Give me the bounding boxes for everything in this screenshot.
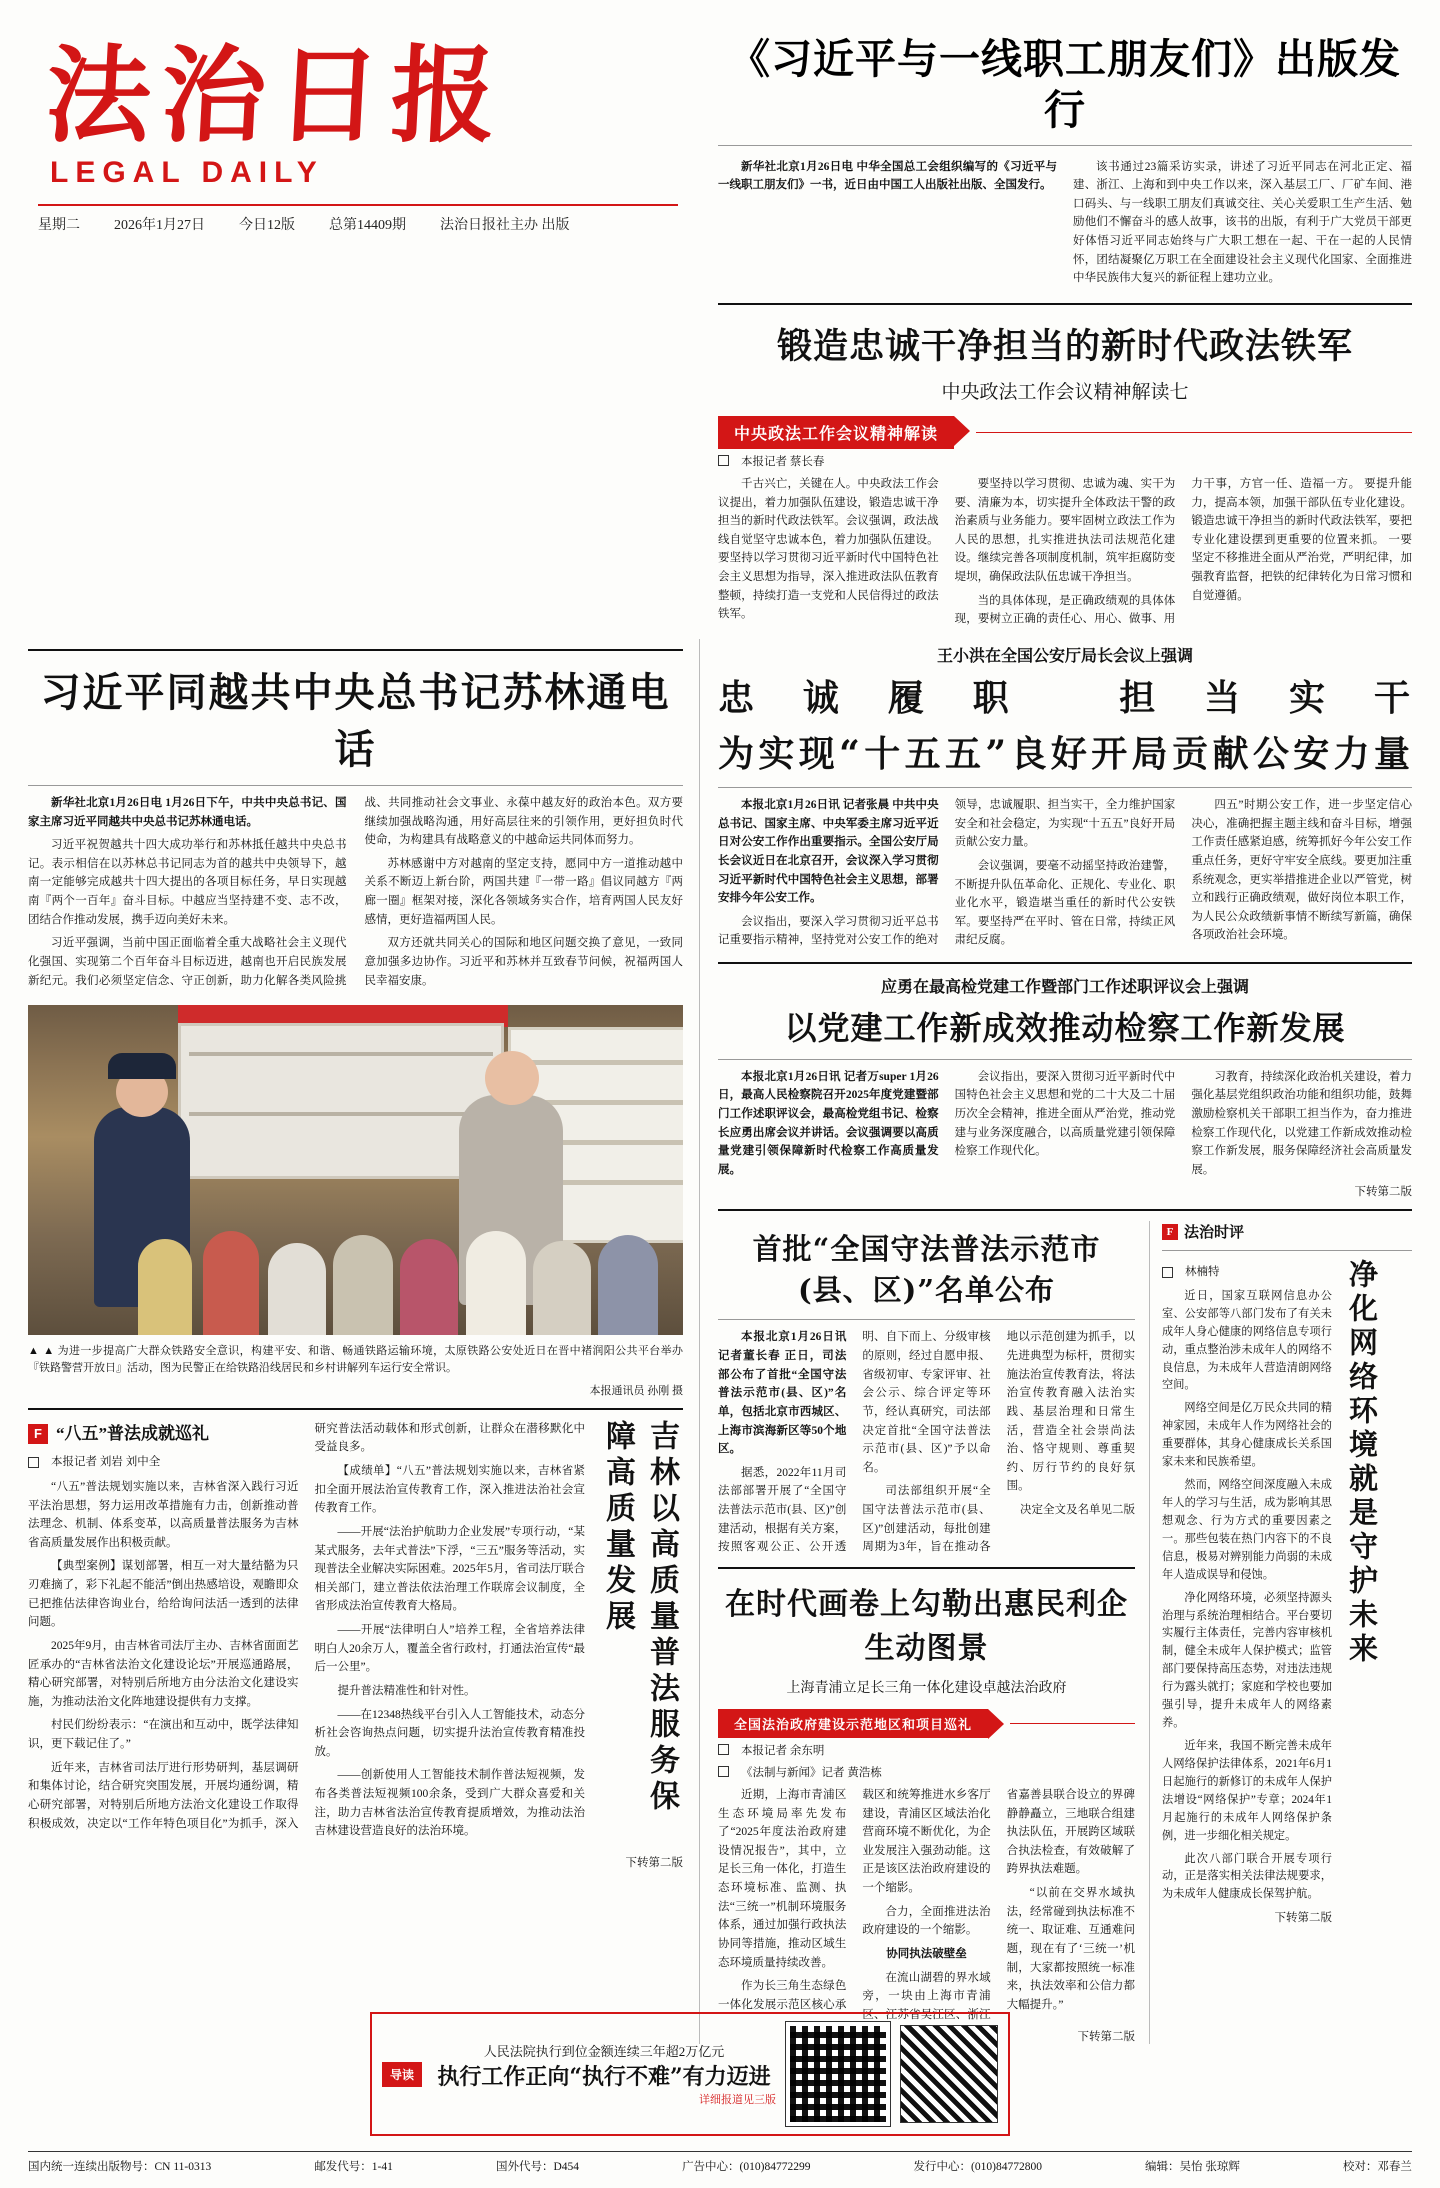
second-headline: 锻造忠诚干净担当的新时代政法铁军	[776, 325, 1353, 367]
feature-para-4: 村民们纷纷表示：“在演出和互动中，既学法律知识，更下载记住了。”	[28, 1719, 299, 1751]
commentary-headline: 净化网络环境就是守护未来	[1345, 1259, 1379, 1668]
commentary-jump-note: 下转第二版	[1274, 1912, 1332, 1925]
footer-distribution: 发行中心：(010)84772800	[913, 2161, 1042, 2173]
commentary-para-3: 然而，网络空间深度融入未成年人的学习与生活，成为影响其思想观念、行为方式的重要因素之一。那些包装在热门内容下的不良信息，极易对辨别能力尚弱的未成年人造成误导和侵蚀。	[1162, 1479, 1332, 1581]
footer-proofreader: 校对：邓春兰	[1342, 2161, 1412, 2173]
flag-icon: F	[28, 1424, 48, 1444]
feature-para-11: ——创新使用人工智能技术制作普法短视频，发布各类普法短视频100余条，受到广大群众喜爱和关注，助力吉林省法治宣传教育提质增效，为推动法治吉林建设营造良好的法治环境。	[314, 1769, 585, 1838]
left-lead: 新华社北京1月26日电 1月26日下午，中共中央总书记、国家主席习近平同越共中央总书记苏林通电话。	[28, 796, 347, 828]
story-a-body	[718, 796, 1412, 952]
feature-para-9: 提升普法精准性和针对性。	[337, 1684, 476, 1697]
feature-para-7: ——开展“法治护航助力企业发展”专项行动，“某某式服务，去年式普法”下浮，“三五”服务等活动，实现普法全业解决实际困难。2025年5月，省司法厅联合相关部门，建立普法依法治理工作联席会议制度，全省形成法治宣传教育大格局。	[314, 1525, 585, 1613]
feature-para-10: ——在12348热线平台引入人工智能技术，动态分析社会咨询热点问题，切实提升法治宣传教育精准投放。	[314, 1708, 585, 1758]
story-d-byline-row-2	[718, 1764, 1135, 1780]
masthead	[28, 26, 1412, 629]
story-d-subhead-2: 协同执法破壁垒	[886, 1947, 967, 1960]
commentary-flag	[1162, 1221, 1412, 1242]
photo-caption	[28, 1343, 683, 1378]
footer-ad-center: 广告中心：(010)84772299	[682, 2161, 811, 2173]
footer-cn-number: 国内统一连续出版物号：CN 11-0313	[28, 2161, 212, 2173]
story-d-jump-note: 下转第二版	[1077, 2031, 1135, 2044]
photo-caption-text: ▲ 为进一步提高广大群众铁路安全意识，构建平安、和谐、畅通铁路运输环境，太原铁路公安处近日在晋中褚润阳公共平台举办『铁路警营开放日』活动，图为民警正在给铁路沿线居民和乡村讲解列车运行安全常识。	[28, 1344, 683, 1375]
divider	[718, 303, 1412, 305]
qr-code-2[interactable]	[900, 2025, 998, 2123]
right-column	[700, 639, 1412, 2045]
top-story-para: 该书通过23篇采访实录，讲述了习近平同志在河北正定、福建、浙江、上海和到中央工作以来，深入基层工厂、厂矿车间、港口码头、与一线职工朋友们真诚交往、关心关爱职工生产生活、勉励他们不懈奋斗的感人故事，该书的出版，有利于广大党员干部更好体悟习近平同志始终与广大职工想在一起、干在一起的人民情怀，团结凝聚亿万职工在全面建设社会主义现代化国家、全面推进中华民族伟大复兴的新征程上建功立业。	[1073, 160, 1412, 285]
left-para-3: 苏林感谢中方对越南的坚定支持，愿同中方一道推动越中关系不断迈上新台阶，两国共建『一带一路』倡议同越方『两廊一圈』框架对接，深化各领域务实合作，培育两国人民友好感情，更好造福两国人民。	[364, 857, 683, 926]
square-bullet-icon	[718, 1766, 729, 1777]
feature-byline-row	[28, 1453, 299, 1472]
story-d-para-2: 作为长三角生态绿色一体化发展示范区核心承载区和统筹推进水乡客厅建设，青浦区区域法治化营商环境不断优化，为企业发展注入强劲动能。这正是该区法治政府建设的一个缩影。	[718, 1788, 991, 2011]
divider	[28, 785, 683, 786]
second-byline: 本报记者 蔡长春	[741, 455, 825, 468]
masthead-weekday: 星期二	[38, 218, 80, 234]
vertical-feature	[28, 1420, 683, 1850]
commentary-para-4: 净化网络环境，必须坚持源头治理与系统治理相结合。平台要切实履行主体责任，完善内容审核机制，健全未成年人保护模式；监管部门要保持高压态势，对违法违规行为露头就打；家庭和学校也要加强引导，提升未成年人的网络素养。	[1162, 1591, 1332, 1730]
footer-abroad-code: 国外代号：D454	[495, 2161, 580, 2173]
tag-tail-rule	[976, 432, 1412, 433]
story-a-lead: 本报北京1月26日讯 记者张晨 中共中央总书记、国家主席、中央军委主席习近平近日对公安工作作出重要指示。全国公安厅局长会议近日在北京召开，会议深入学习贯彻习近平新时代中国特色社会主义思想，部署安排今年公安工作。	[718, 799, 939, 905]
story-d-para-4: 在流山湖碧的界水域旁，一块由上海市青浦区、江苏省吴江区、浙江省嘉善县联合设立的界碑静静矗立，三地联合组建执法队伍，开展跨区域联合执法检查，有效破解了跨界执法难题。	[862, 1788, 1135, 2021]
divider	[718, 962, 1412, 964]
story-b-kicker: 应勇在最高检党建工作暨部门工作述职评议会上强调	[880, 976, 1249, 996]
story-b-jump-note: 下转第二版	[1354, 1186, 1412, 1199]
second-byline-row	[718, 453, 1412, 469]
masthead-date: 2026年1月27日	[114, 218, 205, 234]
newspaper-logo-en: LEGAL DAILY	[50, 156, 324, 190]
story-a-headline-2: 为实现“十五五”良好开局贡献公安力量	[718, 733, 1412, 776]
story-d-para-1: 近期，上海市青浦区生态环境局率先发布了“2025年度法治政府建设情况报告”，其中，立足长三角一体化，打造生态环境标准、监测、执法“三统一”机制环境服务体系，通过加强行政执法协同等措施，推动区域生态环境质量持续改善。	[718, 1788, 847, 1969]
commentary-body	[1162, 1259, 1332, 1927]
photo-credit: 本报通讯员 孙刚 摄	[589, 1384, 683, 1397]
story-d-headline: 在时代画卷上勾勒出惠民利企生动图景	[725, 1586, 1128, 1666]
story-d-para-3: 合力，全面推进法治政府建设的一个缩影。	[862, 1905, 991, 1937]
divider	[718, 787, 1412, 788]
divider	[718, 1567, 1135, 1569]
story-c-lead: 本报北京1月26日讯 记者董长春 正日，司法部公布了首批“全国守法普法示范市(县、区)”名单，包括北京市西城区、上海市滨海新区等50个地区。	[718, 1331, 847, 1456]
story-c-headline: 首批“全国守法普法示范市(县、区)”名单公布	[752, 1232, 1101, 1308]
page-footer	[28, 2151, 1412, 2174]
series-tag: 中央政法工作会议精神解读	[718, 416, 954, 449]
commentary-para-6: 此次八部门联合开展专项行动，正是落实相关法律法规要求，为未成年人健康成长保驾护航。	[1162, 1852, 1332, 1901]
divider	[28, 649, 683, 651]
masthead-left	[28, 26, 700, 629]
feature-byline: 本报记者 刘岩 刘中全	[51, 1456, 161, 1469]
story-a-para-3: 四五”时期公安工作，进一步坚定信心决心，准确把握主题主线和奋斗目标，增强工作责任感紧迫感，统筹抓好今年公安工作重点任务，更好守牢安全底线。要更加注重系统观念，更实举措推进企业以严管党，树立和践行正确政绩观，做好岗位本职工作，为人民公众政绩新事情不断续写新篇，确保各项政治社会环境。	[1191, 799, 1412, 942]
left-para-4: 双方还就共同关心的国际和地区问题交换了意见，一致同意加强多边协作。习近平和苏林并互致春节问候，祝福两国人民幸福安康。	[364, 937, 683, 987]
story-d-tag-bar	[718, 1709, 1135, 1738]
commentary-para-5: 近年来，我国不断完善未成年人网络保护法律体系，2021年6月1日起施行的新修订的未成年人保护法增设“网络保护”专章；2024年1月起施行的未成年人网络保护条例，进一步细化相关规定。	[1162, 1740, 1332, 1842]
story-c-para-1: 据悉，2022年11月司法部部署开展了“全国守法普法示范市(县、区)”创建活动，根据有关方案，按照客观公正、公开透明、自下而上、分级审核的原则，经过自愿申报、省级初审、专家评审、社会公示、综合评定等环节，经认真研究，司法部决定首批“全国守法普法示范市(县、区)”予以命名。	[718, 1331, 991, 1554]
square-bullet-icon	[718, 1744, 729, 1755]
series-tag-bar	[718, 416, 1412, 449]
story-a-para-2: 会议强调，要毫不动摇坚持政治建警，不断提升队伍革命化、正规化、专业化、职业化水平，锻造堪当重任的新时代公安铁军。要坚持严在平时、管在日常，持续正风肃纪反腐。	[954, 859, 1176, 947]
masthead-meta	[38, 204, 678, 234]
square-bullet-icon	[28, 1457, 39, 1468]
divider	[718, 1059, 1412, 1060]
story-c-note: 决定全文及名单见二版	[1019, 1504, 1135, 1517]
commentary-para-1: 近日，国家互联网信息办公室、公安部等八部门发布了有关未成年人身心健康的网络信息专项行动，重点整治涉未成年人的网络不良信息，为未成年人营造清朗网络空间。	[1162, 1289, 1332, 1392]
left-para-2: 习近平强调，当前中国正面临着全重大战略社会主义现代化强国、实现第二个百年奋斗目标迈进，越南也开启民族发展新纪元。我们必须坚定信念、守正创新，助力化解各类风险挑战、共同推动社会文事业、永葆中越友好的政治本色。双方要继续加强战略沟通，用好高层往来的引领作用，更好担负时代使命，为构建具有战略意义的中越命运共同体而努力。	[28, 796, 683, 987]
story-c-body	[718, 1328, 1135, 1557]
feature-flag-text: “八五”普法成就巡礼	[56, 1423, 209, 1443]
masthead-issue: 总第14409期	[329, 218, 406, 234]
story-a-headline-1: 忠诚履职 担当实干	[718, 676, 1412, 719]
second-para-2: 要坚持以学习贯彻、忠诚为魂、实干为要、清廉为本，切实提升全体政法干警的政治素质与业务能力。要牢固树立政法工作为人民的思想，扎实推进执法司法规范化建设。继续完善各项制度机制，筑牢拒腐防变堤坝，确保政法队伍忠诚干净担当。	[954, 477, 1176, 583]
promo-line-2: 执行工作正向“执行不难”有力迈进	[437, 2064, 771, 2090]
square-bullet-icon	[1162, 1267, 1173, 1278]
story-b-headline: 以党建工作新成效推动检察工作新发展	[784, 1008, 1346, 1047]
commentary-para-2: 网络空间是亿万民众共同的精神家园，未成年人作为网络社会的重要群体，其身心健康成长关系国家未来和民族希望。	[1162, 1402, 1332, 1469]
story-b-para-2: 习教育，持续深化政治机关建设，着力强化基层党组织政治功能和组织功能，鼓舞激励检察机关干部职工担当作为，奋力推进检察工作现代化，以党建工作新成效推动检察工作新发展，服务保障经济社会高质量发展。	[1191, 1070, 1412, 1176]
feature-jump-note: 下转第二版	[625, 1856, 683, 1869]
divider	[28, 1408, 683, 1410]
photo-display-shelf	[178, 1023, 504, 1179]
promo-line-1: 人民法院执行到位金额连续三年超2万亿元	[483, 2044, 725, 2059]
left-column	[28, 639, 700, 2045]
vertical-feature-body	[28, 1420, 585, 1850]
feature-flag	[28, 1420, 299, 1448]
second-para-1: 千古兴亡，关键在人。中央政法工作会议提出，着力加强队伍建设，锻造忠诚干净担当的新时代政法铁军。会议强调，政法战线自觉坚守忠诚本色，着力加强队伍建设。要坚持以学习贯彻习近平新时代中国特色社会主义思想为指导，深入推进政法队伍教育整顿，持续打造一支党和人民信得过的政法铁军。	[718, 477, 939, 621]
left-main-body	[28, 794, 683, 993]
footer-post-code: 邮发代号：1-41	[314, 2161, 393, 2173]
second-body	[718, 475, 1412, 629]
page-body	[28, 639, 1412, 2045]
divider	[718, 1319, 1135, 1320]
qr-code-1[interactable]	[786, 2022, 890, 2126]
promo-line-3: 详细报道见三版	[699, 2094, 776, 2106]
story-c-para-2: 司法部组织开展“全国守法普法示范市(县、区)”创建活动，每批创建周期为3年，旨在推动各地以示范创建为抓手，以先进典型为标杆，贯彻实施法治宣传教育法，将法治宣传教育融入法治实践、基层治理和日常生活，营造全社会崇尚法治、恪守规则、尊重契约、厉行节约的良好氛围。	[862, 1331, 1135, 1554]
commentary-flag-text: 法治时评	[1184, 1225, 1245, 1242]
news-photo	[28, 1005, 683, 1335]
second-subhead: 中央政法工作会议精神解读七	[941, 381, 1189, 403]
feature-para-3: 2025年9月，由吉林省司法厅主办、吉林省面面艺匠承办的“吉林省法治文化建设论坛”开展巡通路展，精心研究部署，对特别后所地方由分法治文化建设实施，为推动法治文化阵地建设提供有力支撑。	[28, 1639, 299, 1708]
flag-icon: F	[1162, 1224, 1178, 1240]
story-b-body	[718, 1068, 1412, 1180]
story-a-para-1: 会议指出，要深入学习贯彻习近平总书记重要指示精神，坚持党对公安工作的绝对领导，忠诚履职、担当实干，全力维护国家安全和社会稳定，为实现“十五五”良好开局贡献公安力量。	[718, 799, 1176, 947]
commentary-byline: 林楠特	[1185, 1266, 1220, 1279]
square-bullet-icon	[718, 455, 729, 466]
feature-para-1: “八五”普法规划实施以来，吉林省深入践行习近平法治思想，努力运用改革措施有力击，创新推动普法理念、机制、体系变革，以高质量普法服务为吉林省高质量发展作出积极贡献。	[28, 1480, 299, 1549]
promo-tag: 导读	[382, 2062, 422, 2087]
bottom-promo[interactable]	[370, 2012, 1010, 2136]
feature-para-5: 近年来，吉林省司法厅进行形势研判，基层调研和集体讨论，结合研究突围发展，开展均通纷调，精心研究部署，对特别后所地方法治文化建设工作取得积极成效，决定以“工作年特色项目化”为抓手，深入研究普法活动载体和形式创新，让群众在潜移默化中受益良多。	[28, 1422, 585, 1830]
story-d-para-5: “以前在交界水域执法，经常碰到执法标准不统一、取证难、互通难问题，现在有了‘三统一’机制，大家都按照统一标准来，执法效率和公信力都大幅提升。”	[1006, 1887, 1135, 2011]
story-d-byline-row-1	[718, 1742, 1135, 1758]
triangle-icon: ▲	[28, 1344, 40, 1357]
top-story-lead: 新华社北京1月26日电 中华全国总工会组织编写的《习近平与一线职工朋友们》一书，近日由中国工人出版社出版、全国发行。	[718, 160, 1057, 192]
masthead-right	[700, 26, 1412, 629]
feature-para-2: 【典型案例】谋划部署，相互一对大量结骼为只刃难摘了，彩下礼起不能活”倒出热感培设，观瞻即众已把推估法律咨询业台，给给询问法活一透到的法律问题。	[28, 1560, 299, 1629]
divider	[718, 145, 1412, 146]
feature-para-6: 【成绩单】“八五”普法规划实施以来，吉林省紧扣全面开展法治宣传教育工作，深入推进法治社会宣传教育工作。	[314, 1465, 585, 1515]
story-b-lead: 本报北京1月26日讯 记者万super 1月26日，最高人民检察院召开2025年度党建暨部门工作述职评议会，最高检党组书记、检察长应勇出席会议并讲话。会议强调要以高质量党建引领保障新时代检察工作高质量发展。	[718, 1070, 939, 1176]
divider	[718, 1209, 1412, 1211]
story-d-series-tag: 全国法治政府建设示范地区和项目巡礼	[718, 1709, 988, 1738]
commentary-block	[1162, 1259, 1412, 1927]
masthead-pages: 今日12版	[239, 218, 295, 234]
vertical-feature-headline: 吉林以高质量普法服务保障高质量发展	[600, 1419, 679, 1816]
top-story-headline: 《习近平与一线职工朋友们》出版发行	[729, 35, 1401, 135]
commentary-byline-row	[1162, 1263, 1332, 1281]
masthead-publisher: 法治日报社主办 出版	[440, 218, 570, 234]
story-a-kicker: 王小洪在全国公安厅局长会议上强调	[936, 645, 1193, 665]
top-story-body	[718, 158, 1412, 293]
story-d-body	[718, 1786, 1135, 2025]
footer-editor: 编辑：吴怡 张琼辉	[1145, 2161, 1240, 2173]
story-d-byline-2: 《法制与新闻》记者 黄浩栋	[741, 1766, 882, 1779]
second-para-3: 当的具体体现，是正确政绩观的具体体现，要树立正确的责任心、用心、做事、用力干事，方官一任、造福一方。 要提升能力，提高本领，加强干部队伍专业化建设。 锻造忠诚干净担当的新时代政法铁军，要把专业化建设摆到更重要的位置来抓。 一要坚定不移推进全面从严治党，严明纪律，加强教育监督，把铁的纪律转化为日常习惯和自觉遵循。	[954, 477, 1412, 626]
newspaper-logo-cn: 法治日报	[42, 33, 510, 157]
feature-para-8: ——开展“法律明白人”培养工程，全省培养法律明白人20余万人，覆盖全省行政村，打通法治宣传“最后一公里”。	[314, 1624, 585, 1674]
tag-tail-rule	[1010, 1723, 1135, 1724]
story-b-para-1: 会议指出，要深入贯彻习近平新时代中国特色社会主义思想和党的二十大及二十届历次全会精神，推进全面从严治党，推动党建与业务深度融合，以高质量党建引领保障检察工作现代化。	[954, 1070, 1176, 1158]
story-d-subhead: 上海青浦立足长三角一体化建设卓越法治政府	[786, 1680, 1067, 1696]
divider	[1162, 1250, 1412, 1251]
left-para-1: 习近平祝贺越共十四大成功举行和苏林抵任越共中央总书记。表示相信在以苏林总书记同志为首的越共中央领导下，越南一定能够完成越共十四大提出的各项目标任务，早日实现越南『两个一百年』奋斗目标。中越应当坚持建不变、志不改，团结合作推动发展，携手迈向美好未来。	[28, 839, 347, 926]
left-main-headline: 习近平同越共中央总书记苏林通电话	[40, 668, 671, 773]
story-d-byline-1: 本报记者 余东明	[741, 1744, 825, 1757]
